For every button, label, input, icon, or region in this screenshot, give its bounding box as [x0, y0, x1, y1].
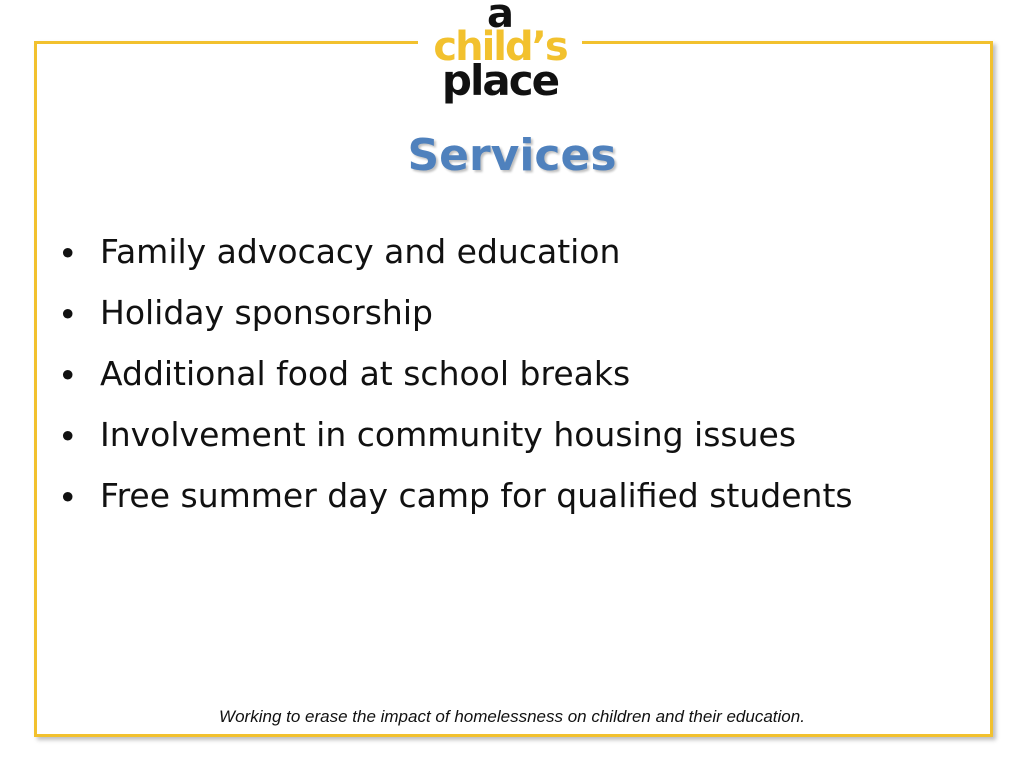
- slide-footer: Working to erase the impact of homelessness on children and their education.: [219, 707, 805, 726]
- logo-line-a: a: [487, 0, 513, 37]
- list-item-text: Family advocacy and education: [100, 232, 621, 271]
- bullet-icon: •: [58, 356, 78, 395]
- list-item-text: Additional food at school breaks: [100, 354, 631, 393]
- logo-line-place: place: [441, 56, 559, 105]
- bullet-icon: •: [58, 478, 78, 517]
- bullet-icon: •: [58, 234, 78, 273]
- slide-title: Services: [407, 130, 617, 181]
- logo-line-childs: child’s: [433, 24, 567, 70]
- logo: [418, 0, 582, 104]
- list-item-text: Holiday sponsorship: [100, 293, 433, 332]
- list-item-text: Free summer day camp for qualified students: [100, 476, 853, 515]
- bullet-icon: •: [58, 295, 78, 334]
- bullet-icon: •: [58, 417, 78, 456]
- list-item-text: Involvement in community housing issues: [100, 415, 797, 454]
